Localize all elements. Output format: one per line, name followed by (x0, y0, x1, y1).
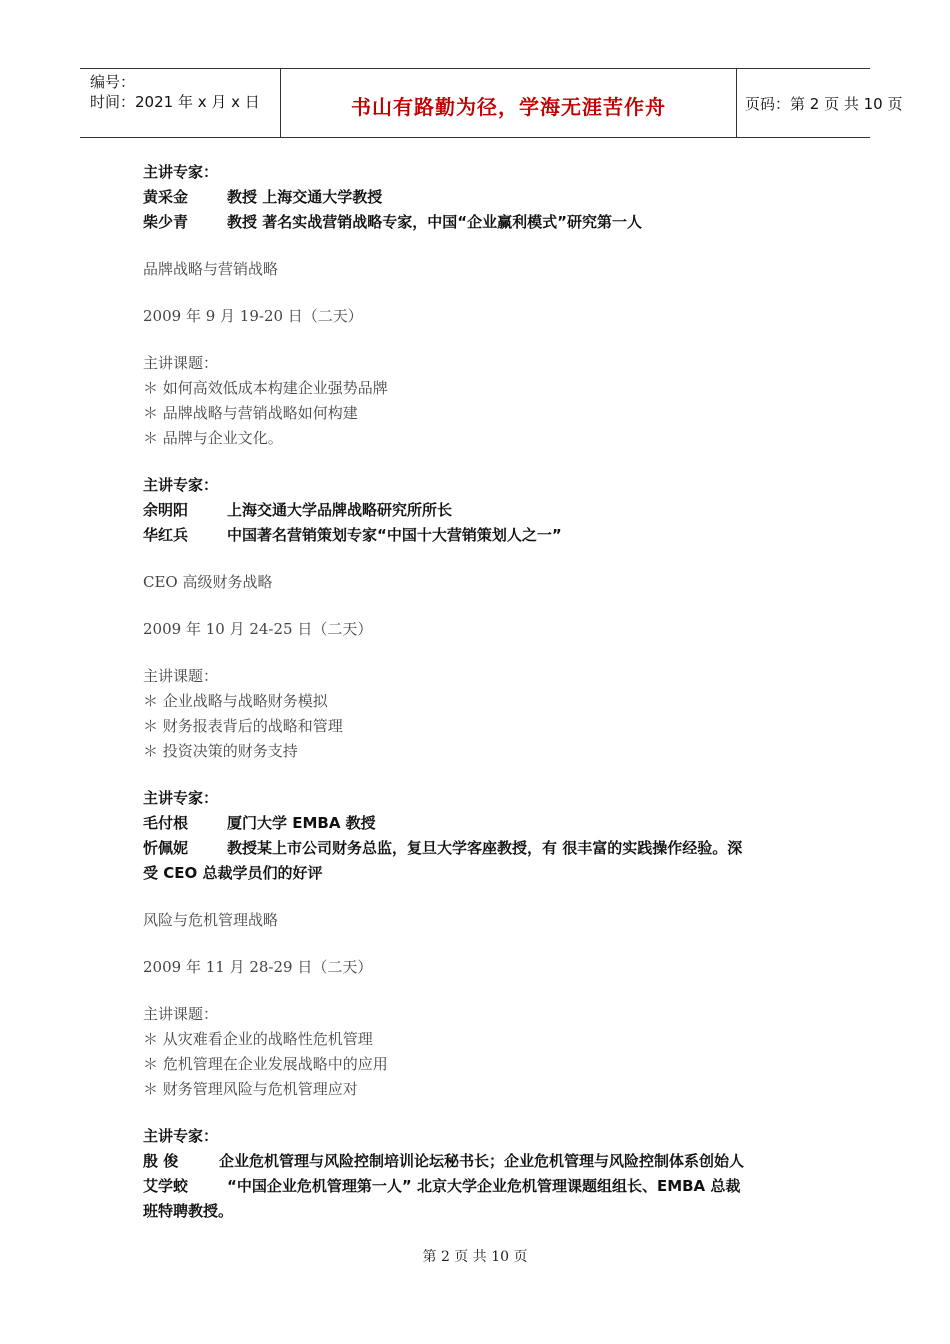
topic-item: ＊ 投资决策的财务支持 (143, 742, 298, 760)
experts-heading: 主讲专家： (143, 163, 219, 181)
expert-row (143, 185, 813, 210)
expert-desc: 教授 上海交通大学教授 (227, 188, 383, 206)
topic-item: ＊ 财务报表背后的战略和管理 (143, 717, 343, 735)
expert-continuation: 受 CEO 总裁学员们的好评 (143, 864, 323, 882)
experts-heading: 主讲专家： (143, 1127, 219, 1145)
expert-desc: 教授 著名实战营销战略专家，中国“企业赢利模式”研究第一人 (227, 213, 642, 231)
header-motto-cell (280, 69, 737, 137)
expert-name: 忻佩妮 (143, 839, 189, 857)
section-title: CEO 高级财务战略 (143, 573, 273, 591)
experts-heading: 主讲专家： (143, 476, 219, 494)
expert-desc: 上海交通大学品牌战略研究所所长 (227, 501, 453, 519)
page-header (80, 68, 903, 138)
expert-desc: 中国著名营销策划专家“中国十大营销策划人之一” (227, 526, 562, 544)
expert-continuation: 班特聘教授。 (143, 1202, 234, 1220)
expert-name: 毛付根 (143, 814, 189, 832)
document-body (143, 160, 813, 1224)
expert-name: 艾学蛟 (143, 1177, 189, 1195)
expert-row (143, 498, 813, 523)
expert-desc: “中国企业危机管理第一人” 北京大学企业危机管理课题组组长、EMBA 总裁 (227, 1177, 741, 1195)
topic-item: ＊ 从灾难看企业的战略性危机管理 (143, 1030, 373, 1048)
topic-item: ＊ 品牌与企业文化。 (143, 429, 283, 447)
experts-heading: 主讲专家： (143, 789, 219, 807)
section-title: 品牌战略与营销战略 (143, 260, 279, 278)
page-footer: 第 2 页 共 10 页 (422, 1249, 528, 1265)
expert-name: 柴少青 (143, 213, 189, 231)
expert-row (143, 523, 813, 548)
section-title: 风险与危机管理战略 (143, 911, 279, 929)
topic-item: ＊ 品牌战略与营销战略如何构建 (143, 404, 358, 422)
expert-row (143, 1149, 813, 1174)
expert-row (143, 1174, 813, 1199)
header-left-cell (80, 69, 280, 137)
topic-item: ＊ 企业战略与战略财务模拟 (143, 692, 328, 710)
time-label: 时间：2021 年 x 月 x 日 (90, 93, 260, 111)
section-date: 2009 年 10 月 24-25 日（二天） (143, 620, 373, 638)
topics-heading: 主讲课题： (143, 667, 219, 685)
expert-desc: 教授某上市公司财务总监，复旦大学客座教授，有 很丰富的实践操作经验。深 (227, 839, 743, 857)
topic-item: ＊ 财务管理风险与危机管理应对 (143, 1080, 358, 1098)
expert-row (143, 210, 813, 235)
page-code: 页码：第 2 页 共 10 页 (745, 95, 903, 113)
section-date: 2009 年 9 月 19-20 日（二天） (143, 307, 363, 325)
section-date: 2009 年 11 月 28-29 日（二天） (143, 958, 373, 976)
expert-row (143, 836, 813, 861)
topic-item: ＊ 危机管理在企业发展战略中的应用 (143, 1055, 388, 1073)
expert-name: 黄采金 (143, 188, 189, 206)
header-right-cell (735, 69, 903, 137)
number-label: 编号： (90, 73, 136, 91)
expert-desc: 企业危机管理与风险控制培训论坛秘书长；企业危机管理与风险控制体系创始人 (219, 1152, 745, 1170)
expert-name: 殷 俊 (143, 1152, 179, 1170)
expert-name: 余明阳 (143, 501, 189, 519)
topics-heading: 主讲课题： (143, 1005, 219, 1023)
motto: 书山有路勤为径，学海无涯苦作舟 (351, 95, 666, 119)
topics-heading: 主讲课题： (143, 354, 219, 372)
topic-item: ＊ 如何高效低成本构建企业强势品牌 (143, 379, 388, 397)
expert-row (143, 811, 813, 836)
expert-desc: 厦门大学 EMBA 教授 (227, 814, 376, 832)
expert-name: 华红兵 (143, 526, 189, 544)
